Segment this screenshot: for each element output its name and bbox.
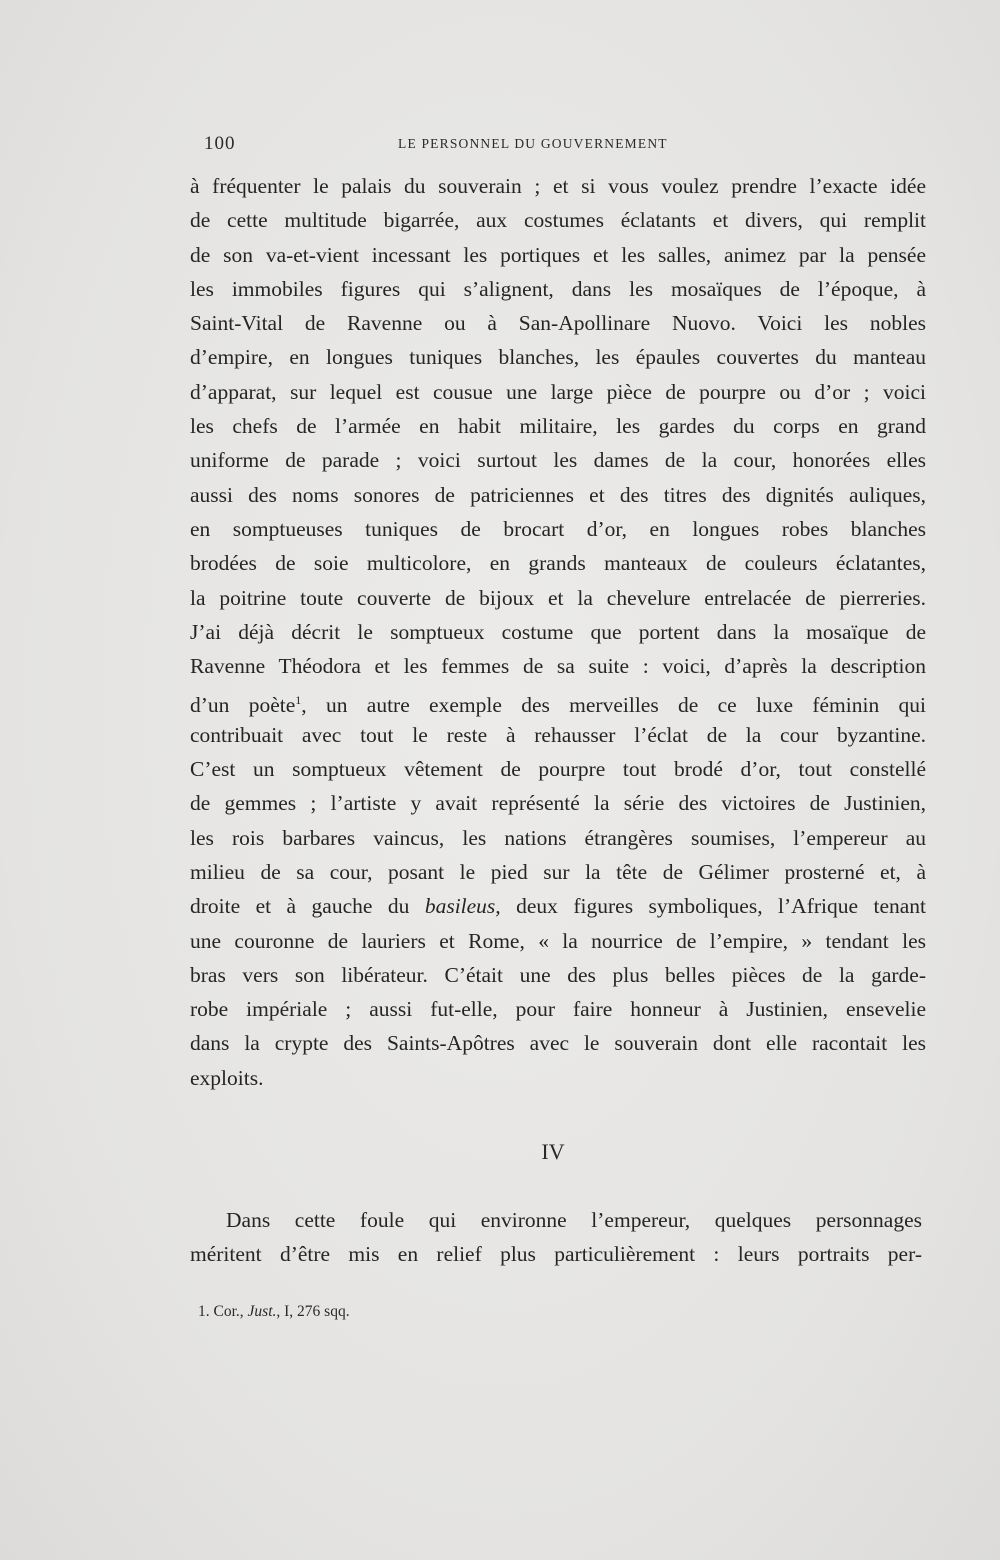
text-line: robe impériale ; aussi fut-elle, pour faire honneur à Justinien, ensevelie — [190, 997, 926, 1022]
text-line: de son va-et-vient incessant les portiques et les salles, animez par la pensée — [190, 242, 926, 267]
italic-term: basileus, — [424, 894, 501, 919]
text-line: Dans cette foule qui environne l’empereur, quelques personnages — [226, 1208, 922, 1232]
text-line: les chefs de l’armée en habit militaire, les gardes du corps en grand — [190, 414, 926, 439]
text-line: milieu de sa cour, posant le pied sur la tête de Gélimer prosterné et, à — [190, 859, 926, 884]
text-line-end: deux figures symboliques, l’Afrique tenant — [500, 894, 927, 919]
text-line: les rois barbares vaincus, les nations étrangères soumises, l’empereur au — [190, 825, 926, 850]
text-line: Ravenne Théodora et les femmes de sa suite : voici, d’après la description — [190, 654, 926, 679]
text-line: exploits. — [190, 1065, 264, 1090]
running-head: LE PERSONNEL DU GOUVERNEMENT — [398, 136, 668, 151]
text-line: d’empire, en longues tuniques blanches, les épaules couvertes du manteau — [190, 345, 926, 370]
text-line: Saint-Vital de Ravenne ou à San-Apollinare Nuovo. Voici les nobles — [190, 311, 926, 336]
page-number: 100 — [204, 133, 236, 154]
footnote — [198, 1303, 350, 1321]
main-paragraph — [190, 169, 926, 1095]
footnote-source-prefix: Cor., — [213, 1303, 244, 1320]
text-line: la poitrine toute couverte de bijoux et la chevelure entrelacée de pierreries. — [190, 585, 926, 610]
text-line — [190, 683, 926, 717]
text-line: de gemmes ; l’artiste y avait représenté la série des victoires de Justinien, — [190, 791, 926, 816]
text-line: contribuait avec tout le reste à rehausser l’éclat de la cour byzantine. — [190, 722, 926, 747]
text-line: brodées de soie multicolore, en grands manteaux de couleurs éclatantes, — [190, 551, 926, 576]
footnote-source-rest: , I, 276 sqq. — [276, 1303, 350, 1320]
footnote-marker: 1. — [198, 1303, 210, 1320]
text-line-start: d’un poète — [190, 693, 296, 718]
text-line: dans la crypte des Saints-Apôtres avec le souverain dont elle racontait les — [190, 1031, 926, 1056]
text-line — [190, 889, 926, 923]
text-line: uniforme de parade ; voici surtout les dames de la cour, honorées elles — [190, 448, 926, 473]
text-line: de cette multitude bigarrée, aux costumes éclatants et divers, qui remplit — [190, 208, 926, 233]
footnote-reference[interactable]: 1 — [295, 693, 302, 708]
text-line: les immobiles figures qui s’alignent, dans les mosaïques de l’époque, à — [190, 276, 926, 301]
footnote-source-title: Just. — [247, 1303, 277, 1320]
text-line: en somptueuses tuniques de brocart d’or, en longues robes blanches — [190, 516, 926, 541]
text-line: C’est un somptueux vêtement de pourpre tout brodé d’or, tout constellé — [190, 757, 926, 782]
section-paragraph — [190, 1203, 922, 1272]
text-line: une couronne de lauriers et Rome, « la nourrice de l’empire, » tendant les — [190, 928, 926, 953]
text-line: d’apparat, sur lequel est cousue une large pièce de pourpre ou d’or ; voici — [190, 379, 926, 404]
text-line-start: droite et à gauche du — [190, 894, 410, 919]
page-header — [198, 133, 768, 157]
section-number: IV — [541, 1139, 565, 1164]
text-line: méritent d’être mis en relief plus particulièrement : leurs portraits per- — [190, 1242, 922, 1267]
text-line: bras vers son libérateur. C’était une des plus belles pièces de la garde- — [190, 962, 926, 987]
text-line: aussi des noms sonores de patriciennes et des titres des dignités auliques, — [190, 482, 926, 507]
text-line: à fréquenter le palais du souverain ; et si vous voulez prendre l’exacte idée — [190, 174, 926, 198]
text-line: J’ai déjà décrit le somptueux costume que portent dans la mosaïque de — [190, 619, 926, 644]
text-line-end: , un autre exemple des merveilles de ce luxe féminin qui — [301, 693, 926, 718]
